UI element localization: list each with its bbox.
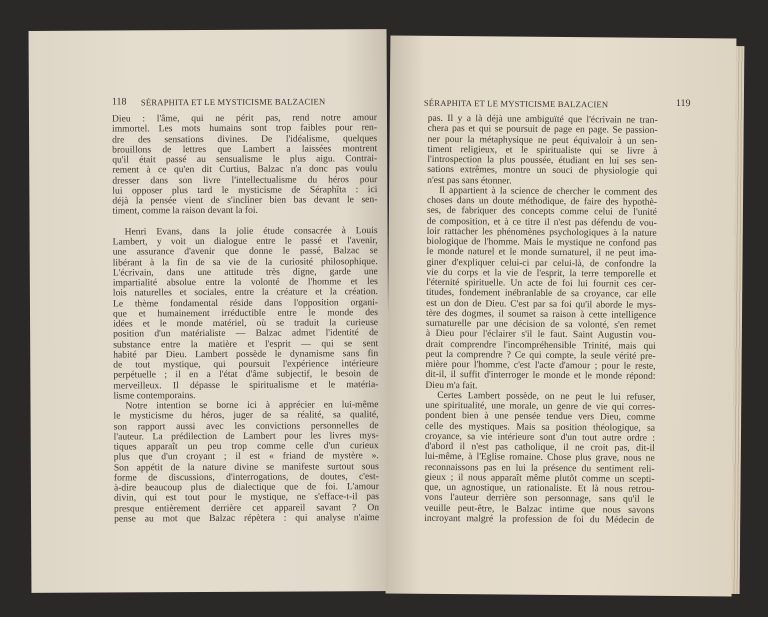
text-line: timent religieux, et le spiritualiste qui se livre à: [427, 143, 658, 157]
text-line: veuille peut-être, le Balzac intime que nous savons: [424, 502, 655, 516]
text-line: libérant à la fin de sa vie de la curiosité philosophique.: [112, 255, 378, 269]
text-line: lui-même, à l'Eglise romaine. Chose plus grave, nous ne: [424, 451, 655, 465]
text-line: reconnaissons pas en lui la présence du sentiment reli-: [424, 461, 655, 475]
text-line: titudes, fondement inébranlable de sa croyance, car elle: [426, 287, 657, 301]
text-line: le mysticisme du héros, juger de sa réalité, sa qualité,: [113, 409, 379, 422]
text-line: peut la comprendre ? Ce qui compte, la seule vérité pre-: [425, 348, 656, 362]
text-line: substance entre la matière et l'esprit — qui se sent: [113, 337, 379, 351]
text-line: que et humainement irréductible entre le monde des: [112, 306, 379, 320]
text-line: forme de discussions, d'interrogations, de doutes, c'est-: [113, 470, 379, 484]
text-line: L'écrivain, dans une attitude très digne, garde une: [112, 265, 378, 279]
text-line: l'auteur. La prédilection de Lambert pour les livres mys-: [113, 429, 379, 443]
right-page: [386, 36, 737, 597]
text-line: giner d'expliquer celui-ci par celui-là, de confondre la: [426, 256, 657, 270]
text-line: chera pas et qui se poursuit de page en page. Se passion-: [427, 123, 658, 137]
text-line: divin, qui est tout pour le mystique, ne s'efface-t-il pas: [113, 491, 380, 504]
text-line: une spiritualité, une morale, un genre de vie qui corres-: [425, 399, 656, 413]
text-line: lui opposer plus tard le mysticisme de Séraphîta : ici: [112, 183, 378, 197]
text-line: Dieu : l'âme, qui ne périt pas, rend notre amour: [111, 112, 378, 125]
text-line: qu'il était passé au sensualisme le plus aigu. Contrai-: [112, 153, 378, 166]
text-line: idées et le monde matériel, où se traduit la curieuse: [113, 317, 379, 330]
left-page-text: [112, 113, 379, 524]
text-line: habité par Dieu. Lambert possède le dynamisme sans fin: [113, 347, 379, 361]
text-line: mière pour l'homme, c'est l'acte d'amour ; pour le reste,: [425, 358, 656, 372]
text-line: surnaturelle par une décision de sa volonté, s'en remet: [425, 317, 656, 331]
text-line: Notre intention se borne ici à apprécier en lui-même: [125, 399, 379, 412]
text-line: que, un agnostique, un rationaliste. Et là nous retrou-: [424, 481, 655, 495]
text-line: position d'un matérialiste — Balzac admet l'identité de: [113, 327, 379, 340]
text-line: Il appartient à la science de chercher le comment des: [439, 184, 658, 198]
text-line: lois naturelles et sociales, entre la créature et la création.: [112, 286, 378, 299]
page-number: 118: [111, 96, 127, 108]
text-line: n'est pas sans étonner.: [427, 174, 512, 187]
text-line: Son appétit de la nature divine se manifeste surtout sous: [113, 460, 379, 474]
text-line: son rapport aussi avec les convictions personnelles de: [113, 419, 379, 433]
text-line: de composition, et à ce titre il n'est pas défendu de vou-: [426, 215, 657, 229]
text-line: croyance, sa vie intérieure sont d'un tout autre ordre :: [424, 430, 655, 444]
text-line: ner pour la métaphysique ne peut équivaloir à un sen-: [427, 133, 658, 147]
text-line: d'abord il n'est pas catholique, il ne croit pas, dit-il: [424, 440, 655, 454]
text-line: dresser dans son livre l'intellectualisme du héros pour: [112, 173, 378, 187]
text-line: gieux ; il nous apparaît même plutôt comme un scepti-: [424, 471, 655, 485]
text-line: le monde naturel et le monde surnaturel, il ne peut ima-: [426, 246, 657, 260]
text-line: Le thème fondamental réside dans l'opposition organi-: [112, 296, 378, 310]
page-number: 119: [675, 97, 691, 110]
text-line: l'introspection la plus poussée, étudiant en lui ses sen-: [427, 153, 658, 167]
text-line: Certes Lambert possède, on ne peut le lui refuser,: [437, 389, 656, 403]
text-line: vie du corps et la vie de l'esprit, la terre temporelle et: [426, 266, 657, 280]
text-line: drait comprendre l'incompréhensible Trinité, mais qui: [425, 338, 656, 352]
text-line: sations extrêmes, montre un souci de physiologie qui: [427, 164, 658, 178]
left-page: [29, 29, 390, 593]
text-line: brouillons de lettres que Lambert a laissées montrent: [112, 142, 378, 156]
running-title: SÉRAPHITA ET LE MYSTICISME BALZACIEN: [423, 97, 609, 110]
text-line: l'éternité spirituelle. Un acte de foi lui fournit ces cer-: [426, 276, 657, 290]
text-line: tère des dogmes, il soumet sa raison à cette intelligence: [425, 307, 657, 321]
text-line: choses dans un doute méthodique, de faire des hypothè-: [426, 194, 658, 208]
text-line: dit-il, il suffit d'interroger le monde et le monde répond:: [425, 369, 656, 383]
text-line: à Dieu pour l'éclairer s'il le faut. Saint Augustin vou-: [425, 328, 656, 342]
text-line: Dieu m'a fait.: [425, 379, 478, 391]
text-line: Lambert, y voit un dialogue entre le passé et l'avenir,: [112, 235, 378, 248]
text-line: biologique de l'homme. Mais le mystique ne confond pas: [426, 235, 657, 249]
text-line: celle des mystiques. Mais sa position théologique, sa: [424, 420, 656, 434]
text-line: tiques apparaît un peu trop comme celle d'un curieux: [113, 440, 379, 453]
text-line: incroyant malgré la profession de foi du Médecin de: [424, 512, 655, 526]
text-line: merveilleux. Il dépasse le spiritualisme et le matéria-: [113, 378, 379, 392]
text-line: immortel. Les mots humains sont trop faibles pour ren-: [112, 122, 378, 135]
text-line: déjà la pensée vient de s'incliner bien bas devant le sen-: [112, 194, 378, 207]
text-line: à-dire beaucoup plus de dialectique que de foi. L'amour: [113, 481, 379, 494]
text-line: impartialité absolue entre la volonté de l'homme et les: [112, 276, 378, 289]
text-line: ses, de fabriquer des concepts comme celui de l'unité: [426, 205, 657, 219]
text-line: rement à ce qu'en dit Curtius, Balzac n'a donc pas voulu: [112, 163, 378, 176]
text-line: de tout mystique, qui poursuit l'expérience intérieure: [113, 358, 379, 371]
text-line: pas. Il y a là déjà une ambiguïté que l'écrivain ne tran-: [427, 112, 658, 126]
right-page-text: [424, 114, 658, 526]
text-line: loir rattacher les phénomènes psychologiques à la nature: [426, 225, 657, 239]
text-line: pense au mot que Balzac répètera : qui analyse n'aime: [114, 511, 380, 525]
text-line: Henri Evans, dans la jolie étude consacrée à Louis: [124, 224, 378, 238]
text-line: lisme contemporains.: [113, 389, 196, 402]
text-line: plus que d'un croyant ; il est « friand de mystère ».: [113, 450, 379, 463]
text-line: pondent bien à une pensée tendue vers Dieu, comme: [425, 410, 656, 424]
text-line: vons l'auteur derrière son personnage, sans qu'il le: [424, 492, 655, 506]
text-line: dre des sensations divines. De l'idéalisme, quelques: [112, 132, 378, 146]
text-line: perpétuelle ; il en a l'état d'âme subjectif, le besoin de: [113, 368, 379, 381]
text-line: timent, comme la raison devant la foi.: [112, 204, 258, 217]
text-line: presque entièrement derrière cet appareil savant ? On: [114, 501, 380, 514]
text-line: est un don de Dieu. C'est par sa foi qu'il aborde le mys-: [426, 297, 657, 311]
running-title: SÉRAPHITA ET LE MYSTICISME BALZACIEN: [140, 96, 326, 108]
text-line: une assurance d'avenir que donne le passé, Balzac se: [112, 245, 378, 258]
